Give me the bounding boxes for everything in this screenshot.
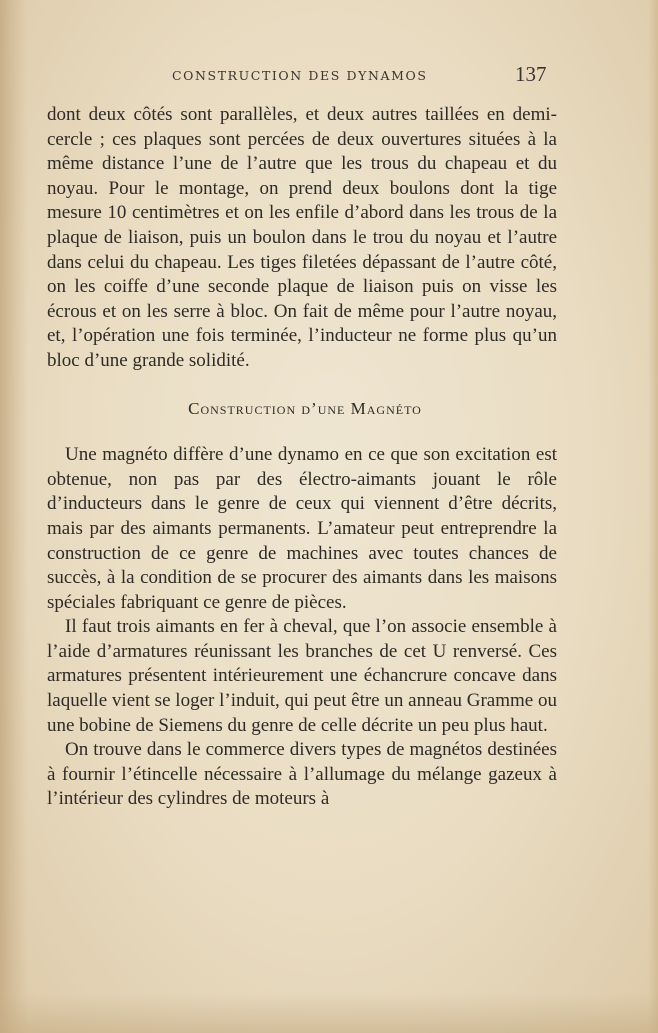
page-bottom-shadow xyxy=(0,993,658,1033)
page-edge-shadow xyxy=(648,0,658,1033)
page-number: 137 xyxy=(515,62,547,86)
paragraph: Une magnéto diffère d’une dynamo en ce que son excitation est obtenue, non pas par des électro-aimants jouant le rôle d’inducteurs dans le genre de ceux qui viennent d’être décrits, mais par des aimants permanents. L’amateur peut entreprendre la construction de ce genre de machines avec toutes chances de succès, à la condition de se procurer des aimants dans les maisons spéciales fabriquant ce genre de pièces. xyxy=(47,444,557,613)
section-title: Construction d’une Magnéto xyxy=(188,398,422,418)
body-text xyxy=(47,103,557,812)
paragraph: dont deux côtés sont parallèles, et deux autres taillées en demi-cercle ; ces plaques sont percées de deux ouvertures situées à la même distance l’une de l’autre que les trous du chapeau et du noyau. Pour le montage, on prend deux boulons dont la tige mesure 10 centimètres et on les enfile d’abord dans les trous de la plaque de liaison, puis un boulon dans le trou du noyau et l’autre dans celui du chapeau. Les tiges filetées dépassant de l’autre côté, on les coiffe d’une seconde plaque de liaison puis on visse les écrous et on les serre à bloc. On fait de même pour l’autre noyau, et, l’opération une fois terminée, l’inducteur ne forme plus qu’un bloc d’une grande solidité. xyxy=(47,104,557,371)
paragraph: Il faut trois aimants en fer à cheval, que l’on associe ensemble à l’aide d’armatures réunissant les branches de cet U renversé. Ces armatures présentent intérieurement une échancrure concave dans laquelle vient se loger l’induit, qui peut être un anneau Gramme ou une bobine de Siemens du genre de celle décrite un peu plus haut. xyxy=(47,616,557,736)
paragraph: On trouve dans le commerce divers types de magnétos destinées à fournir l’étincelle nécessaire à l’allumage du mélange gazeux à l’intérieur des cylindres de moteurs à xyxy=(47,739,557,810)
page-gutter-shadow xyxy=(0,0,28,1033)
running-head: CONSTRUCTION DES DYNAMOS xyxy=(172,68,428,83)
